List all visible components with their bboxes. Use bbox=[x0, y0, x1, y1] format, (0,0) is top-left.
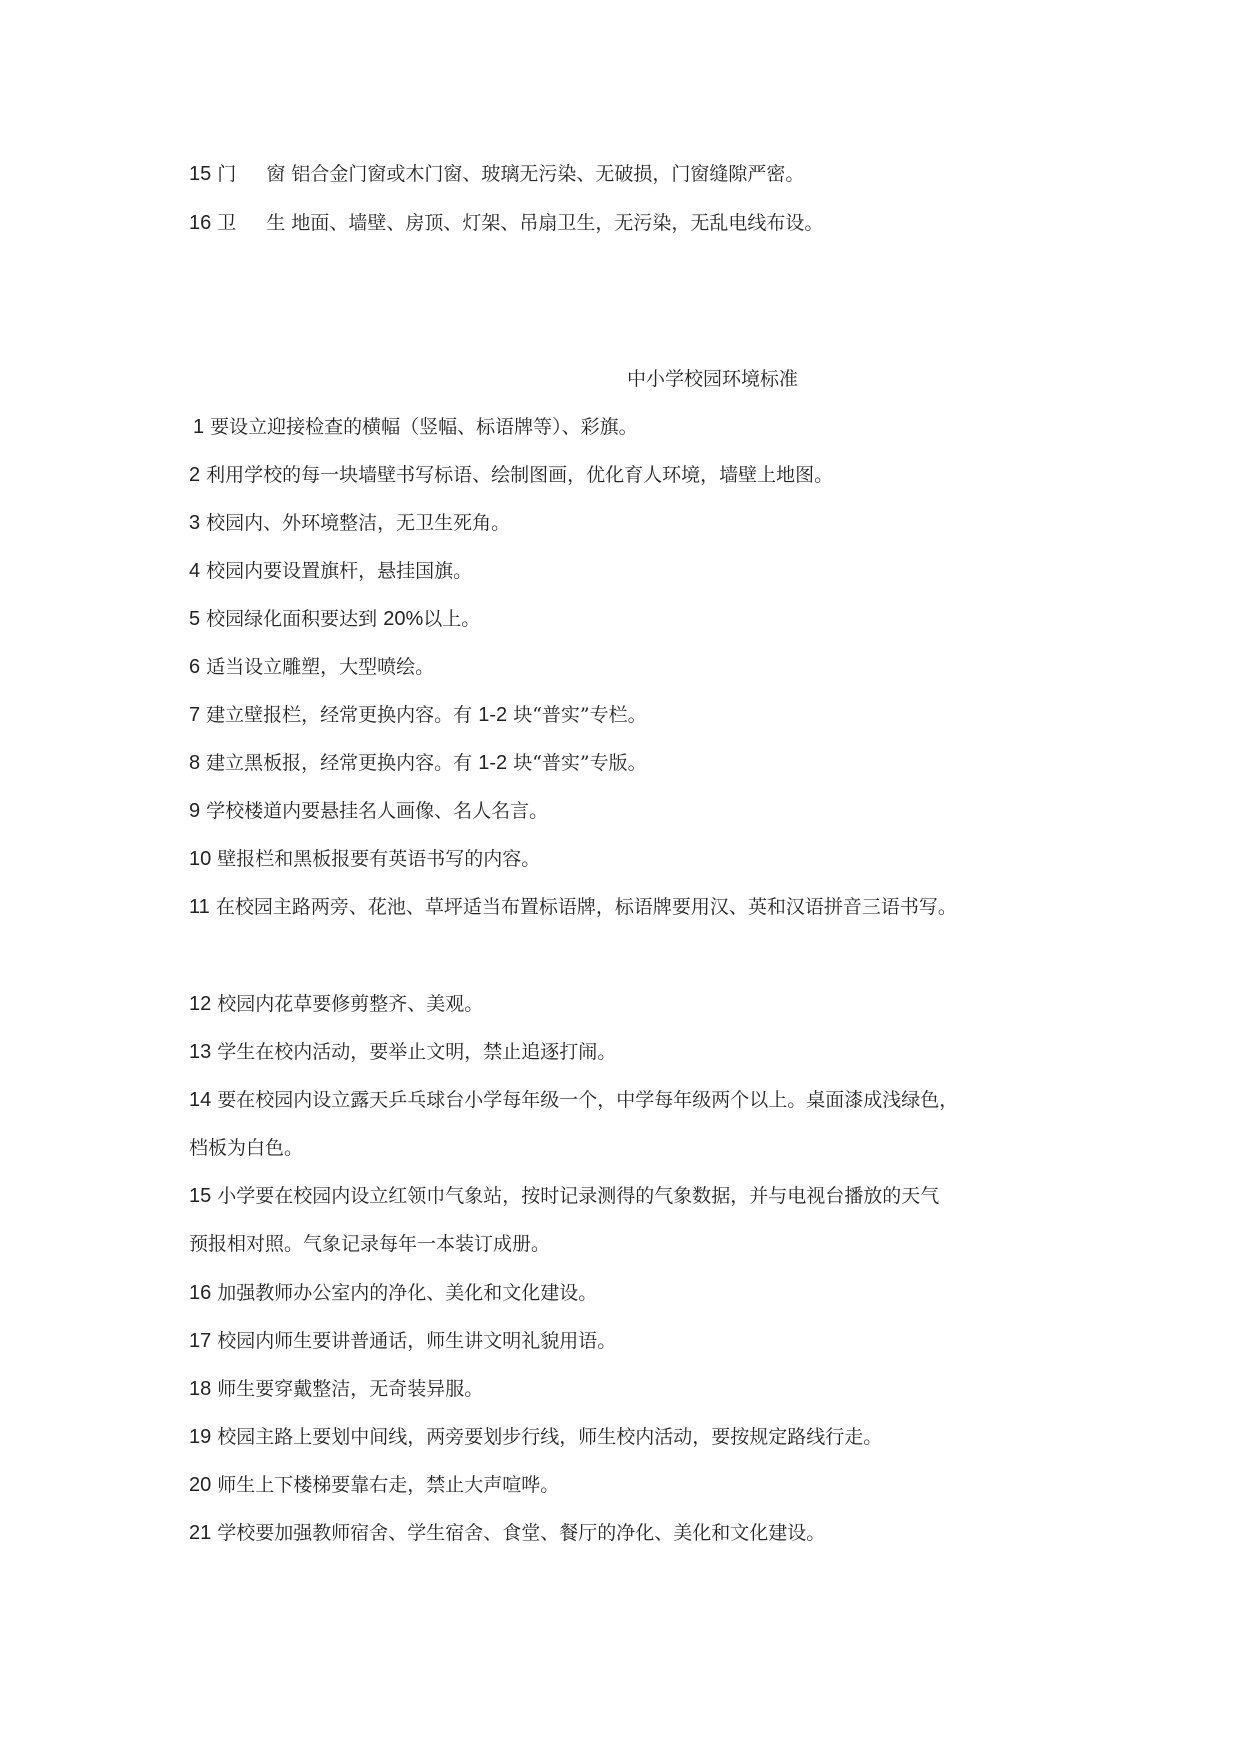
list-item bbox=[189, 1425, 882, 1449]
top-item bbox=[189, 162, 804, 186]
list-item bbox=[189, 992, 483, 1016]
item-number: 3 bbox=[189, 512, 201, 534]
item-label: 卫 bbox=[217, 212, 237, 234]
list-item bbox=[189, 511, 510, 535]
item-text: 块“普实”专版。 bbox=[513, 752, 647, 774]
list-item bbox=[189, 1281, 597, 1305]
item-text: 适当设立雕塑，大型喷绘。 bbox=[206, 656, 435, 678]
list-item bbox=[189, 1473, 559, 1497]
item-number: 5 bbox=[189, 608, 201, 630]
item-text: 在校园主路两旁、花池、草坪适当布置标语牌，标语牌要用汉、英和汉语拼音三语书写。 bbox=[215, 896, 957, 918]
item-text: 块“普实”专栏。 bbox=[513, 704, 647, 726]
item-number: 13 bbox=[189, 1041, 212, 1063]
item-number: 4 bbox=[189, 560, 201, 582]
list-item bbox=[189, 1040, 616, 1064]
item-text: 校园内要设置旗杆，悬挂国旗。 bbox=[206, 560, 473, 582]
item-number: 15 bbox=[189, 1185, 212, 1207]
item-text: 师生上下楼梯要靠右走，禁止大声喧哗。 bbox=[217, 1474, 560, 1496]
list-item bbox=[189, 655, 434, 679]
item-text: 校园内花草要修剪整齐、美观。 bbox=[217, 993, 484, 1015]
item-number: 18 bbox=[189, 1378, 212, 1400]
list-item bbox=[189, 799, 548, 823]
item-number: 7 bbox=[189, 704, 201, 726]
list-item bbox=[189, 1521, 825, 1545]
item-value: 1-2 bbox=[478, 704, 508, 726]
item-text: 小学要在校园内设立红领巾气象站，按时记录测得的气象数据，并与电视台播放的天气 bbox=[217, 1185, 940, 1207]
list-item bbox=[193, 415, 638, 439]
item-number: 9 bbox=[189, 800, 201, 822]
item-text: 铝合金门窗或木门窗、玻璃无污染、无破损，门窗缝隙严密。 bbox=[291, 163, 805, 185]
top-item bbox=[189, 211, 823, 235]
item-text: 要在校园内设立露天乒乓球台小学每年级一个，中学每年级两个以上。桌面漆成浅绿色， bbox=[217, 1089, 959, 1111]
item-label: 门 bbox=[217, 163, 237, 185]
item-number: 2 bbox=[189, 464, 201, 486]
item-text: 建立壁报栏，经常更换内容。有 bbox=[206, 704, 473, 726]
list-item bbox=[189, 607, 480, 631]
item-value: 20% bbox=[383, 608, 424, 630]
item-text: 以上。 bbox=[423, 608, 481, 630]
item-number: 16 bbox=[189, 212, 212, 234]
list-item bbox=[189, 1088, 958, 1112]
list-item bbox=[189, 1184, 939, 1208]
item-number: 11 bbox=[189, 896, 210, 918]
item-number: 17 bbox=[189, 1330, 212, 1352]
list-item-continuation: 档板为白色。 bbox=[189, 1137, 304, 1159]
item-label: 窗 bbox=[266, 163, 286, 185]
item-text: 学校要加强教师宿舍、学生宿舍、食堂、餐厅的净化、美化和文化建设。 bbox=[217, 1522, 826, 1544]
item-number: 19 bbox=[189, 1426, 212, 1448]
item-text: 校园内师生要讲普通话，师生讲文明礼貌用语。 bbox=[217, 1330, 617, 1352]
item-text: 学生在校内活动，要举止文明，禁止追逐打闹。 bbox=[217, 1041, 617, 1063]
list-item bbox=[189, 847, 540, 871]
item-number: 14 bbox=[189, 1089, 212, 1111]
item-number: 1 bbox=[193, 416, 205, 438]
item-number: 15 bbox=[189, 163, 212, 185]
item-text: 加强教师办公室内的净化、美化和文化建设。 bbox=[217, 1282, 598, 1304]
item-number: 12 bbox=[189, 993, 212, 1015]
item-text: 校园内、外环境整洁，无卫生死角。 bbox=[206, 512, 511, 534]
list-item bbox=[189, 751, 647, 775]
list-item bbox=[189, 895, 957, 919]
item-text: 校园主路上要划中间线，两旁要划步行线，师生校内活动，要按规定路线行走。 bbox=[217, 1426, 883, 1448]
list-item bbox=[189, 463, 833, 487]
item-number: 10 bbox=[189, 848, 212, 870]
item-number: 21 bbox=[189, 1522, 212, 1544]
item-text: 师生要穿戴整洁，无奇装异服。 bbox=[217, 1378, 484, 1400]
item-number: 8 bbox=[189, 752, 201, 774]
item-value: 1-2 bbox=[478, 752, 508, 774]
item-text: 校园绿化面积要达到 bbox=[206, 608, 378, 630]
item-text: 建立黑板报，经常更换内容。有 bbox=[206, 752, 473, 774]
item-text: 利用学校的每一块墙壁书写标语、绘制图画，优化育人环境，墙壁上地图。 bbox=[206, 464, 834, 486]
item-label: 生 bbox=[266, 212, 286, 234]
item-text: 要设立迎接检查的横幅（竖幅、标语牌等）、彩旗。 bbox=[210, 416, 638, 438]
section-title: 中小学校园环境标准 bbox=[627, 368, 799, 390]
list-item bbox=[189, 1377, 483, 1401]
list-item bbox=[189, 559, 472, 583]
item-text: 学校楼道内要悬挂名人画像、名人名言。 bbox=[206, 800, 549, 822]
item-text: 壁报栏和黑板报要有英语书写的内容。 bbox=[217, 848, 541, 870]
item-number: 16 bbox=[189, 1282, 212, 1304]
list-item bbox=[189, 1329, 616, 1353]
list-item bbox=[189, 703, 647, 727]
list-item-continuation: 预报相对照。气象记录每年一本装订成册。 bbox=[189, 1233, 551, 1255]
item-number: 6 bbox=[189, 656, 201, 678]
item-text: 地面、墙壁、房顶、灯架、吊扇卫生，无污染，无乱电线布设。 bbox=[291, 212, 824, 234]
item-number: 20 bbox=[189, 1474, 212, 1496]
